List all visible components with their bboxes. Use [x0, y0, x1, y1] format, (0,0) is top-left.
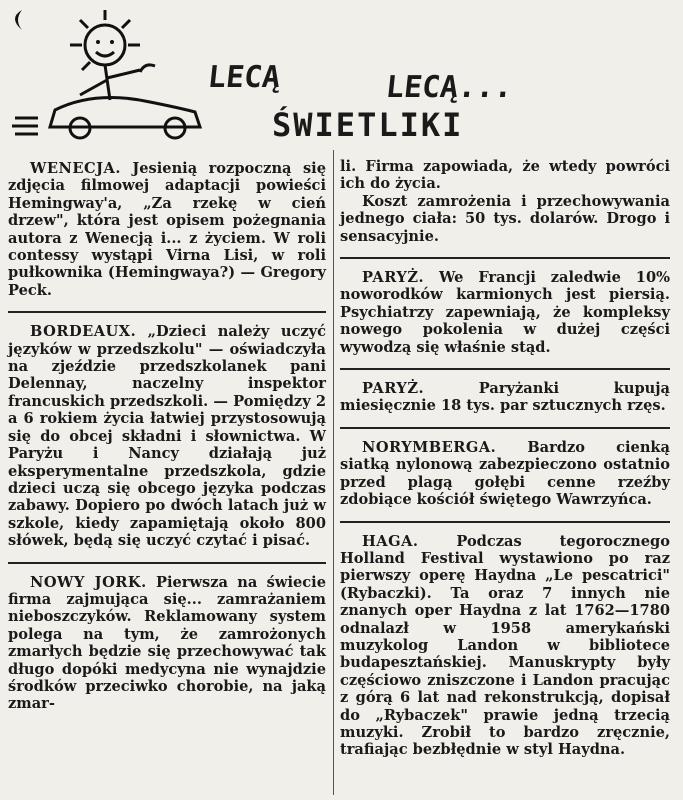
divider: [340, 257, 670, 259]
divider: [8, 311, 326, 313]
divider: [340, 521, 670, 523]
news-item-norymberga: [340, 439, 670, 509]
item-text: Paryżanki kupują miesięcznie 18 tys. par sztucznych rzęs.: [340, 380, 670, 415]
header-illustration: [0, 0, 683, 150]
item-keyword: PARYŻ.: [362, 380, 425, 398]
news-item-nowy-jork: [8, 574, 326, 713]
item-keyword: NOWY JORK.: [30, 573, 147, 591]
news-item-wenecja: [8, 160, 326, 299]
continued-text: li. Firma zapowiada, że wtedy powróci ich do życia.: [340, 158, 670, 193]
right-column: [340, 158, 670, 771]
item-keyword: PARYŻ.: [362, 269, 425, 287]
item-text: Bardzo cienką siatką nylonową zabezpieczono ostatnio przed plagą gołębi cenne rzeźby zdobiące kościół świętego Wawrzyńca.: [340, 438, 670, 509]
continued-text: Koszt zamrożenia i przechowywania jednego ciała: 50 tys. dolarów. Drogo i sensacyjnie.: [340, 192, 670, 245]
item-text: „Dzieci należy uczyć języków w przedszkolu" — oświadczyła na zjeździe przedszkolanek pani Delennay, naczelny inspektor francuskich przedszkoli. — Pomiędzy 2 a 6 rokiem życia łatwiej przystosowują się do obcej składni i słownictwa. W Paryżu i Nancy działają już eksperymentalne przedszkola, gdzie dzieci uczą się obcego języka podczas zabawy. Dopiero po dwóch latach już w szkole, kiedy zapamiętają około 800 słówek, będą się uczyć czytać i pisać.: [8, 323, 326, 550]
item-text: We Francji zaledwie 10% noworodków karmionych jest piersią. Psychiatrzy zapewniają, że kompleksy nowego pokolenia w dużej części wywodzą się właśnie stąd.: [340, 269, 670, 356]
title-word-1: LECĄ: [206, 60, 283, 95]
news-item-haga: [340, 533, 670, 759]
divider: [8, 562, 326, 564]
left-column: [8, 160, 326, 725]
column-divider: [333, 150, 334, 795]
divider: [340, 368, 670, 370]
item-keyword: HAGA.: [362, 532, 419, 550]
news-item-bordeaux: [8, 323, 326, 549]
item-keyword: WENECJA.: [30, 160, 121, 177]
news-item-nowy-jork-continued: [340, 158, 670, 245]
title-word-2: LECĄ...: [384, 70, 515, 105]
title-word-3: ŚWIETLIKI: [272, 106, 464, 144]
divider: [340, 427, 670, 429]
news-item-paryz-1: [340, 269, 670, 356]
item-text: Podczas tegorocznego Holland Festival wystawiono po raz pierwszy operę Haydna „Le pescatrici" (Rybaczki). Ta oraz 7 innych nie znanych oper Haydna z lat 1762—1780 odnalazł w 1958 amerykański muzykolog Landon w bibliotece budapesztańskiej. Manuskrypty były częściowo zniszczone i Landon pracując z górą 6 lat nad rekonstrukcją, dopisał do „Rybaczek" prawie jedną trzecią muzyki. Zrobił to bardzo zręcznie, trafiając bezbłędnie w styl Haydna.: [340, 532, 670, 759]
item-text: Jesienią rozpoczną się zdjęcia filmowej adaptacji powieści Hemingway'a, „Za rzekę w cień drzew", która jest opisem pożegnania autora z Wenecją i... z życiem. W roli contessy wystąpi Virna Lisi, w roli pułkownika (Hemingwaya?) — Gregory Peck.: [8, 160, 326, 299]
item-keyword: NORYMBERGA.: [362, 438, 497, 456]
news-item-paryz-2: [340, 380, 670, 415]
item-keyword: BORDEAUX.: [30, 323, 137, 341]
item-text: Pierwsza na świecie firma zajmująca się... zamrażaniem nieboszczyków. Reklamowany system polega na tym, że zamrożonych zmarłych będzie się przechowywać tak długo dopóki medycyna nie wynajdzie środków przeciwko chorobie, na jaką zmar-: [8, 573, 327, 713]
